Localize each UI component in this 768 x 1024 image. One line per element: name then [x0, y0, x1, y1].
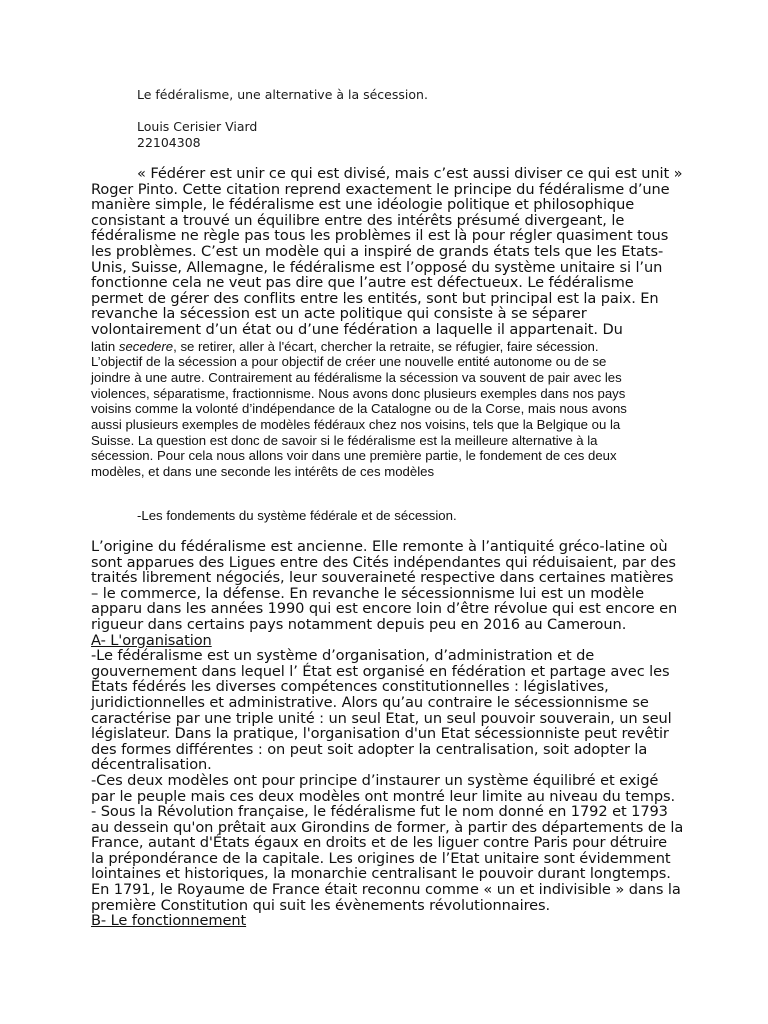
text-line: aussi plusieurs exemples de modèles fédéraux chez nos voisins, tels que la Belgique ou la [91, 417, 621, 433]
intro-paragraph [91, 166, 691, 480]
text-line: traités librement négociés, leur souveraineté respective dans certaines matières [91, 569, 674, 587]
text-line: Unis, Suisse, Allemagne, le fédéralisme est l’opposé du système unitaire si l’un [91, 258, 663, 276]
text-line: États fédérés les diverses compétences constitutionnelles : législatives, [91, 678, 609, 696]
text-line: consistant a trouvé un équilibre entre des intérêts présumé divergeant, le [91, 211, 625, 229]
text-line: fonctionne cela ne veut pas dire que l’autre est défectueux. Le fédéralisme [91, 274, 634, 292]
latin-word: secedere [118, 338, 174, 354]
text-line: rigueur dans certains pays notamment depuis peu en 2016 au Cameroun. [91, 615, 627, 633]
text-line: violences, séparatisme, fractionnisme. Nous avons donc plusieurs exemples dans nos pays [91, 385, 626, 401]
body-text [91, 539, 691, 929]
author-name: Louis Cerisier Viard [137, 119, 258, 134]
intro-small-text [91, 339, 691, 480]
text-line: législateur. Dans la pratique, l'organisation d'un Etat sécessionniste peut revêtir [91, 725, 669, 743]
latin-prefix: latin [91, 338, 119, 354]
text-line: Suisse. La question est donc de savoir si le fédéralisme est la meilleure alternative à la [91, 432, 598, 448]
part-heading: -Les fondements du système fédérale et de sécession. [137, 508, 457, 523]
text-line: joindre à une autre. Contrairement au fédéralisme la sécession va souvent de pair avec les [91, 369, 622, 385]
section-a-heading: A- L'organisation [91, 631, 212, 649]
text-line: -Le fédéralisme est un système d’organisation, d’administration et de [91, 647, 595, 665]
text-line: L’objectif de la sécession a pour objectif de créer une nouvelle entité autonome ou de se [91, 354, 607, 370]
text-line: revanche la sécession est un acte politique qui consiste à se séparer [91, 305, 587, 323]
latin-line [91, 339, 691, 355]
text-line: au dessein qu'on prêtait aux Girondins de former, à partir des départements de la [91, 818, 684, 836]
text-line: apparu dans les années 1990 qui est encore loin d’être révolue qui est encore en [91, 600, 678, 618]
text-line: -Ces deux modèles ont pour principe d’instaurer un système équilibré et exigé [91, 771, 659, 789]
text-line: En 1791, le Royaume de France était reconnu comme « un et indivisible » dans la [91, 881, 681, 899]
text-line: France, autant d'États égaux en droits et de les liguer contre Paris pour détruire [91, 834, 668, 852]
text-line: modèles, et dans une seconde les intérêts de ces modèles [91, 464, 435, 480]
text-line: voisins comme la volonté d’indépendance de la Catalogne ou de la Corse, mais nous avons [91, 401, 627, 417]
text-line: gouvernement dans lequel l’ État est organisé en fédération et partage avec les [91, 662, 670, 680]
text-line: caractérise par une triple unité : un seul Etat, un seul pouvoir souverain, un seul [91, 709, 672, 727]
student-id: 22104308 [137, 135, 201, 150]
section-b-heading: B- Le fonctionnement [91, 912, 247, 930]
latin-rest: , se retirer, aller à l'écart, chercher la retraite, se réfugier, faire sécession. [173, 338, 599, 354]
text-line: par le peuple mais ces deux modèles ont montré leur limite au niveau du temps. [91, 787, 676, 805]
text-line: les problèmes. C’est un modèle qui a inspiré de grands états tels que les Etats- [91, 242, 664, 260]
text-line: - Sous la Révolution française, le fédéralisme fut le nom donné en 1792 et 1793 [91, 803, 668, 821]
text-line: sécession. Pour cela nous allons voir dans une première partie, le fondement de ces deux [91, 448, 617, 464]
text-line: juridictionnelles et administrative. Alors qu’au contraire le sécessionnisme se [91, 693, 649, 711]
text-line: manière simple, le fédéralisme est une idéologie politique et philosophique [91, 196, 635, 214]
text-line: fédéralisme ne règle pas tous les problèmes il est là pour régler quasiment tous [91, 227, 669, 245]
text-line: des formes différentes : on peut soit adopter la centralisation, soit adopter la [91, 740, 648, 758]
text-line: L’origine du fédéralisme est ancienne. Elle remonte à l’antiquité gréco-latine où [91, 538, 668, 555]
text-line: première Constitution qui suit les évènements révolutionnaires. [91, 896, 551, 914]
text-line: lointaines et historiques, la monarchie centralisant le pouvoir durant longtemps. [91, 865, 671, 883]
text-line: Roger Pinto. Cette citation reprend exactement le principe du fédéralisme d’une [91, 180, 670, 198]
text-line: la prépondérance de la capitale. Les origines de l’Etat unitaire sont évidemment [91, 849, 671, 867]
text-line: décentralisation. [91, 756, 212, 774]
document-title: Le fédéralisme, une alternative à la sécession. [137, 87, 428, 102]
text-line: sont apparues des Ligues entre des Cités indépendantes qui réduisaient, par des [91, 553, 676, 571]
text-line: permet de gérer des conflits entre les entités, sont but principal est la paix. En [91, 289, 659, 307]
text-line: volontairement d’un état ou d’une fédération a laquelle il appartenait. Du [91, 320, 623, 338]
intro-big-text [91, 166, 691, 338]
text-line: « Fédérer est unir ce qui est divisé, mais c’est aussi diviser ce qui est unit » [137, 165, 683, 182]
text-line: – le commerce, la défense. En revanche le sécessionnisme lui est un modèle [91, 584, 645, 602]
